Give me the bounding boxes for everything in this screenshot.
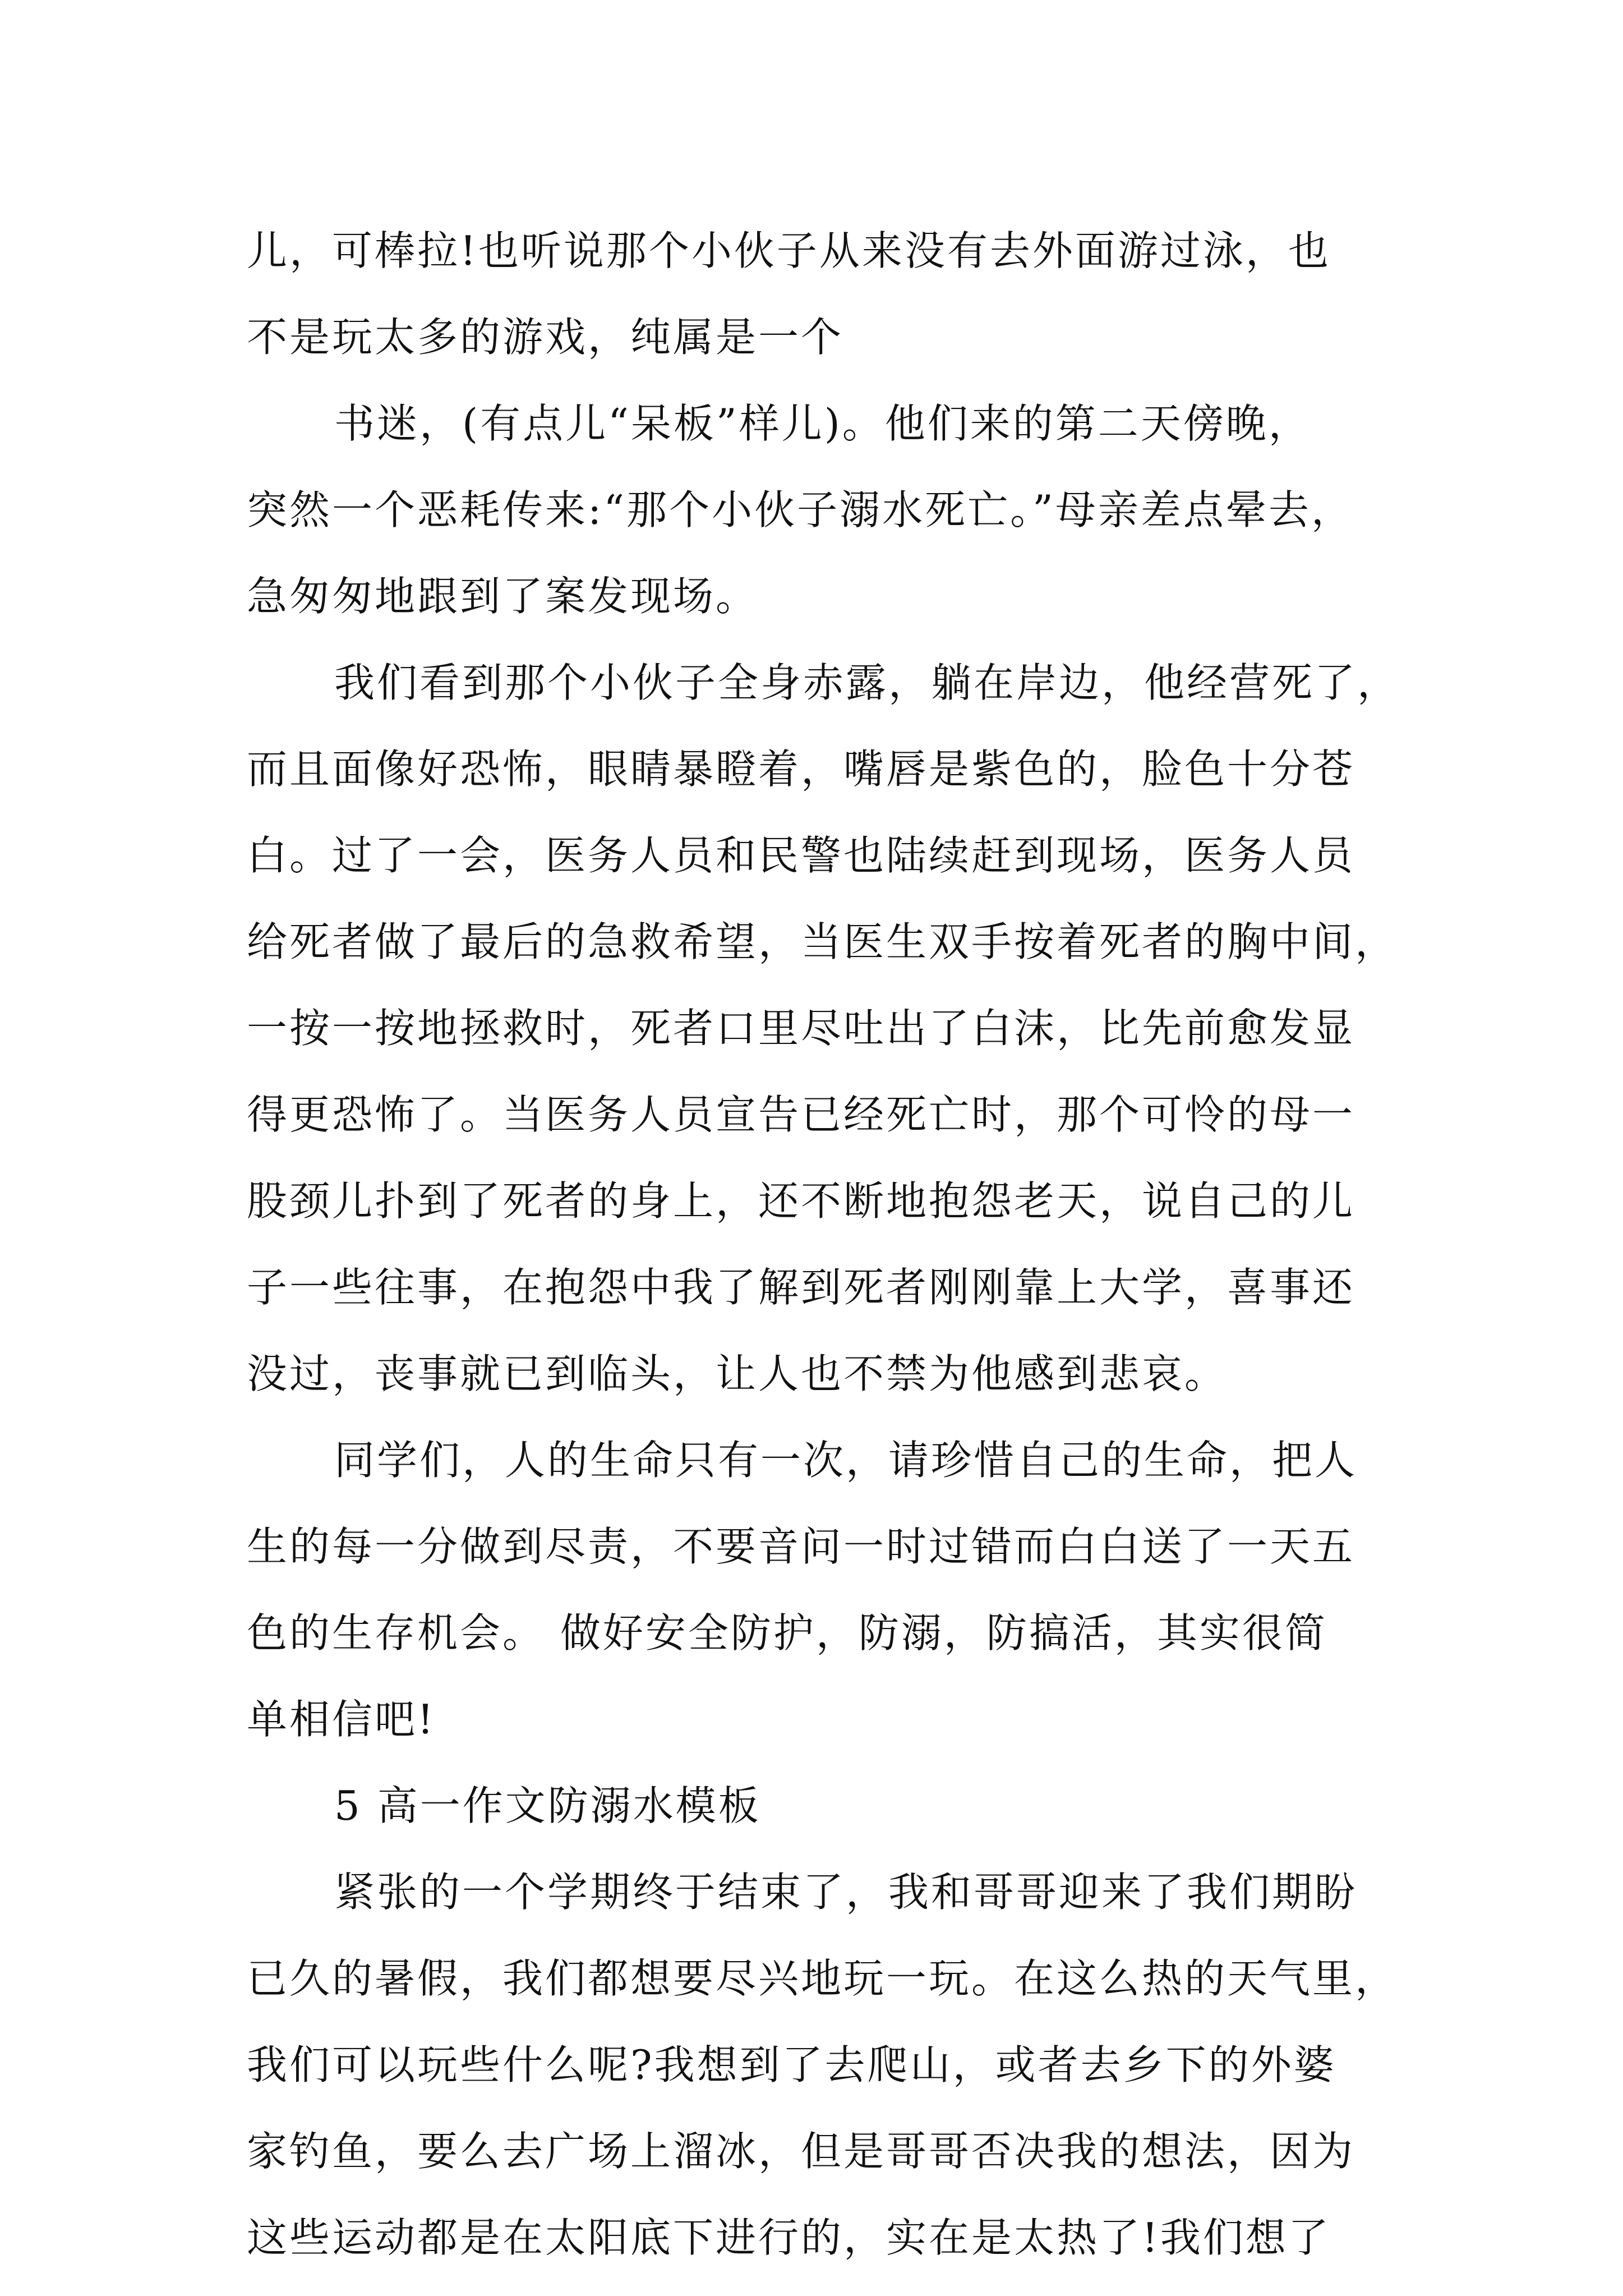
text-line: 同学们，人的生命只有一次，请珍惜自己的生命，把人	[334, 1437, 1358, 1484]
text-line: 书迷，(有点儿“呆板”样儿)。他们来的第二天傍晚，	[334, 400, 1311, 447]
text-line: 家钓鱼，要么去广场上溜冰，但是哥哥否决我的想法，因为	[247, 2128, 1355, 2175]
text-line: 这些运动都是在太阳底下进行的，实在是太热了!我们想了	[247, 2214, 1331, 2261]
text-line: 紧张的一个学期终于结束了，我和哥哥迎来了我们期盼	[334, 1869, 1358, 1916]
text-line: 一按一按地拯救时，死者口里尽吐出了白沫，比先前愈发显	[247, 1005, 1355, 1052]
text-line: 股颈儿扑到了死者的身上，还不断地抱怨老天，说自己的儿	[247, 1177, 1355, 1225]
text-line: 我们可以玩些什么呢?我想到了去爬山，或者去乡下的外婆	[247, 2041, 1336, 2088]
text-line: 我们看到那个小伙子全身赤露，躺在岸边，他经营死了，	[334, 659, 1400, 706]
text-line: 突然一个恶耗传来:“那个小伙子溺水死亡。”母亲差点晕去，	[247, 486, 1354, 533]
section-heading: 5 高一作文防溺水模板	[334, 1782, 761, 1829]
text-line: 单相信吧!	[247, 1696, 436, 1743]
text-line: 白。过了一会，医务人员和民警也陆续赶到现场，医务人员	[247, 832, 1355, 879]
text-line: 没过，丧事就已到临头，让人也不禁为他感到悲哀。	[247, 1350, 1228, 1397]
text-line: 得更恐怖了。当医务人员宣告已经死亡时，那个可怜的母一	[247, 1091, 1355, 1138]
text-line: 生的每一分做到尽责，不要音问一时过错而白白送了一天五	[247, 1523, 1355, 1570]
body-text	[247, 208, 1400, 2281]
text-line: 色的生存机会。 做好安全防护，防溺，防搞活，其实很简	[247, 1609, 1327, 1657]
text-line: 不是玩太多的游戏，纯属是一个	[247, 314, 844, 361]
text-line: 给死者做了最后的急救希望，当医生双手按着死者的胸中间，	[247, 918, 1398, 965]
text-line: 急匆匆地跟到了案发现场。	[247, 573, 759, 620]
text-line: 儿，可棒拉!也听说那个小伙子从来没有去外面游过泳，也	[247, 227, 1331, 274]
text-line: 已久的暑假，我们都想要尽兴地玩一玩。在这么热的天气里，	[247, 1955, 1398, 2002]
text-line: 子一些往事，在抱怨中我了解到死者刚刚靠上大学，喜事还	[247, 1264, 1355, 1311]
text-line: 而且面像好恐怖，眼睛暴瞪着，嘴唇是紫色的，脸色十分苍	[247, 746, 1355, 793]
